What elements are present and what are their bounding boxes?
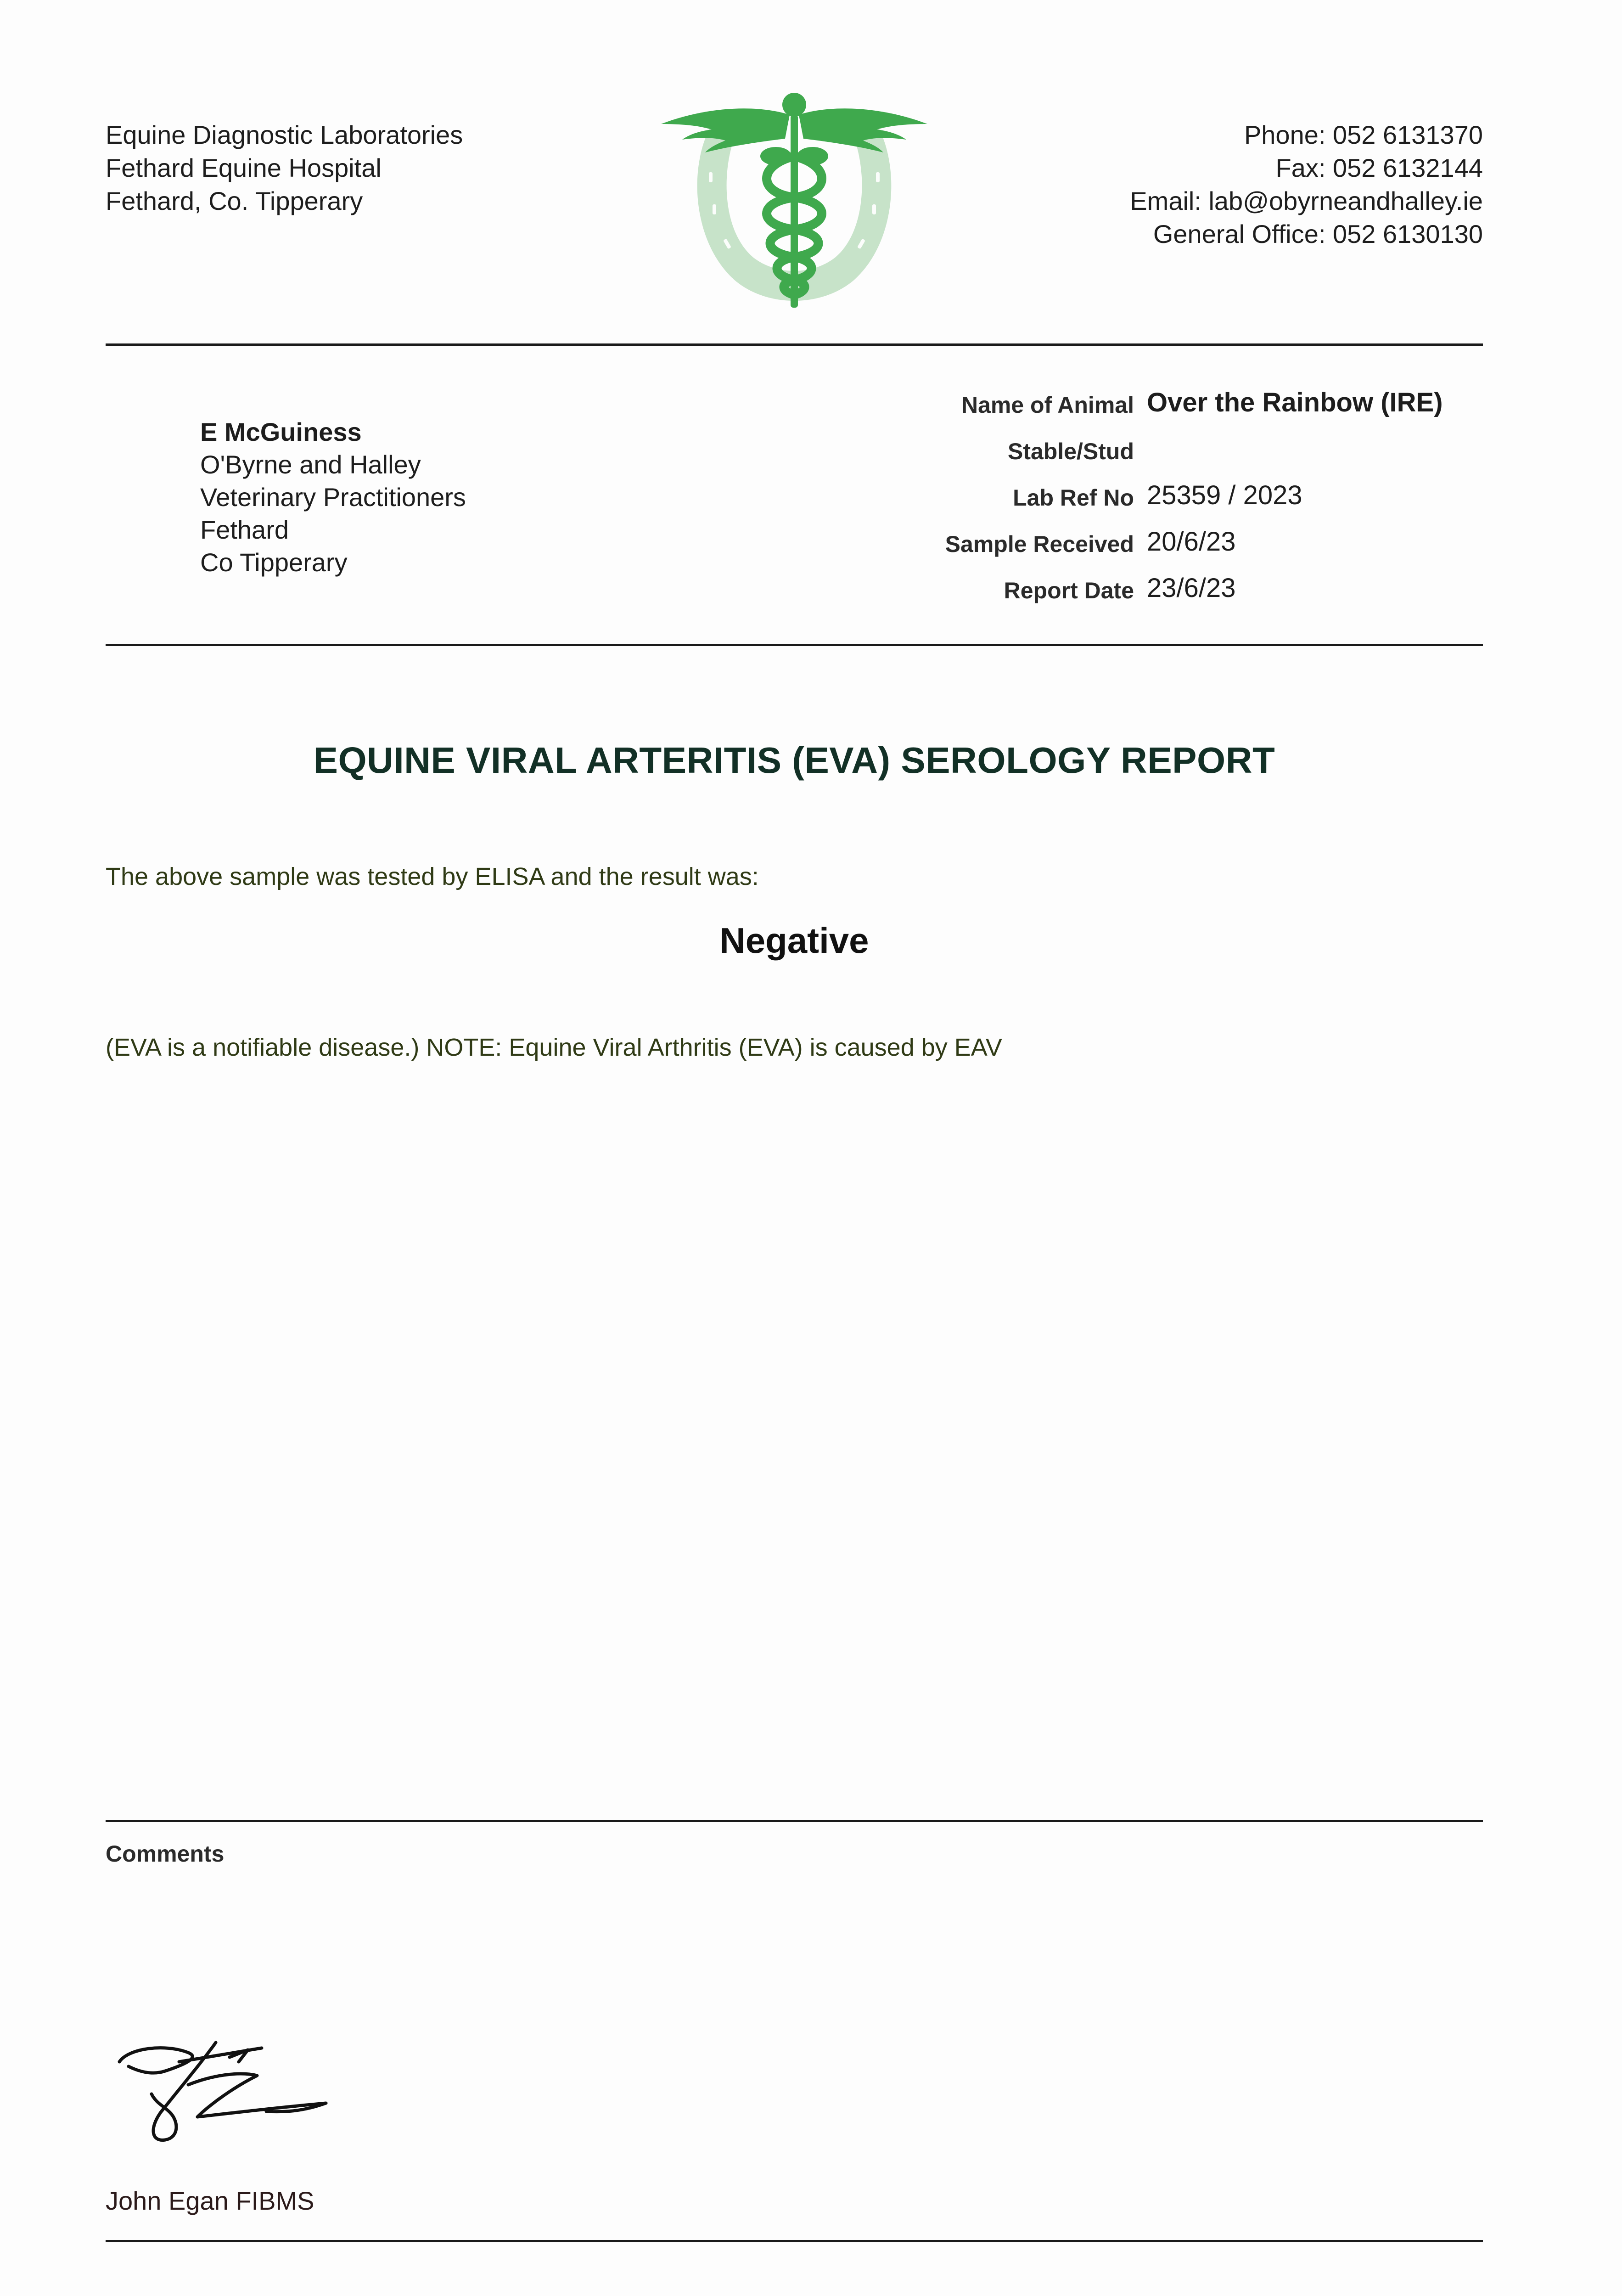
detail-row-report-date bbox=[872, 573, 1483, 619]
detail-row-lab-ref bbox=[872, 480, 1483, 526]
test-result: Negative bbox=[719, 920, 869, 961]
report-title: EQUINE VIRAL ARTERITIS (EVA) SEROLOGY REPORT bbox=[313, 740, 1275, 781]
detail-label: Sample Received bbox=[945, 531, 1134, 557]
comments-label: Comments bbox=[106, 1841, 224, 1867]
recipient-line: Fethard bbox=[200, 515, 289, 544]
signer-name: John Egan FIBMS bbox=[106, 2186, 314, 2215]
sample-details bbox=[872, 387, 1483, 619]
detail-row-stable bbox=[872, 433, 1483, 480]
recipient-line: Co Tipperary bbox=[200, 548, 348, 577]
general-office-line: General Office: 052 6130130 bbox=[1153, 219, 1483, 248]
detail-label: Name of Animal bbox=[961, 392, 1134, 418]
lab-address-line: Fethard, Co. Tipperary bbox=[106, 186, 363, 215]
comments-divider bbox=[106, 1820, 1483, 1822]
recipient-name: E McGuiness bbox=[200, 417, 362, 446]
detail-label: Report Date bbox=[1004, 578, 1134, 603]
lab-address-line: Equine Diagnostic Laboratories bbox=[106, 120, 463, 149]
report-note: (EVA is a notifiable disease.) NOTE: Equine Viral Arthritis (EVA) is caused by EAV bbox=[106, 1034, 1002, 1061]
detail-label: Lab Ref No bbox=[1013, 485, 1134, 511]
detail-label: Stable/Stud bbox=[1007, 439, 1134, 464]
phone-line: Phone: 052 6131370 bbox=[1244, 120, 1483, 149]
lab-ref-value: 25359 / 2023 bbox=[1147, 480, 1302, 510]
fax-line: Fax: 052 6132144 bbox=[1275, 153, 1483, 182]
recipient-line: O'Byrne and Halley bbox=[200, 450, 421, 479]
sample-received-value: 20/6/23 bbox=[1147, 527, 1236, 557]
recipient-line: Veterinary Practitioners bbox=[200, 483, 466, 512]
caduceus-horseshoe-icon bbox=[661, 87, 927, 312]
signature-icon bbox=[110, 2034, 340, 2154]
footer-divider bbox=[106, 2240, 1483, 2242]
report-date-value: 23/6/23 bbox=[1147, 573, 1236, 603]
header-divider bbox=[106, 343, 1483, 346]
lab-contact bbox=[1130, 118, 1483, 251]
report-intro: The above sample was tested by ELISA and the result was: bbox=[106, 863, 759, 890]
animal-name: Over the Rainbow (IRE) bbox=[1147, 388, 1443, 417]
recipient-address bbox=[200, 416, 466, 579]
lab-address bbox=[106, 118, 463, 218]
detail-row-animal bbox=[872, 387, 1483, 433]
email-line: Email: lab@obyrneandhalley.ie bbox=[1130, 186, 1483, 215]
detail-row-sample-received bbox=[872, 526, 1483, 573]
details-divider bbox=[106, 644, 1483, 646]
lab-address-line: Fethard Equine Hospital bbox=[106, 153, 382, 182]
